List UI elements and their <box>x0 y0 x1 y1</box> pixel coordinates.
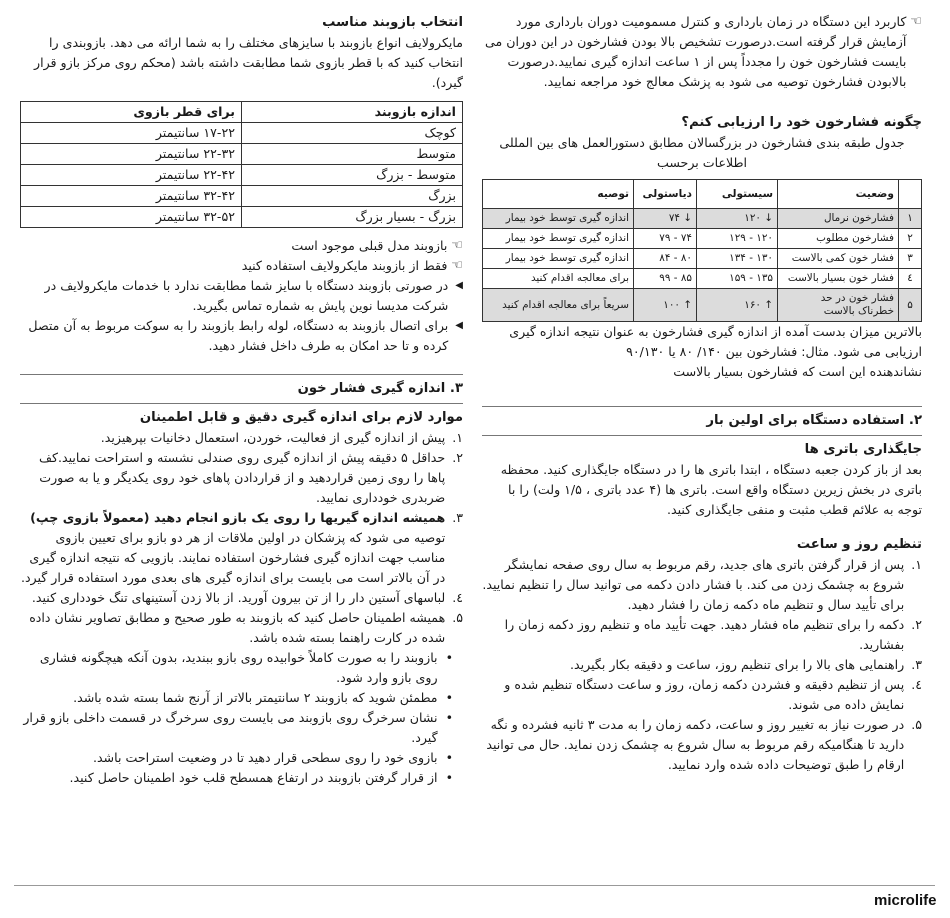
table-row <box>483 249 922 269</box>
table-cell: ↓ ۱۲۰ <box>697 209 778 229</box>
table-cell: ۳۲-۴۲ سانتیمتر <box>21 186 242 207</box>
pregnancy-note-text: کاربرد این دستگاه در زمان بارداری و کنترل مسمومیت دوران بارداری مورد آزمایش قرار گرفته است.درصورت تشخیص بالا بودن فشارخون در این دوران می بایست فشارخون خون را مجدداً پس از ۱ ساعت اندازه گیری نمایید.درصورت بالابودن فشارخون توصیه می شود به پزشک معالج خود مراجعه نمایید. <box>485 14 907 89</box>
table-cell: متوسط - بزرگ <box>242 165 463 186</box>
bullet-text: مطمئن شوید که بازوبند ۲ سانتیمتر بالاتر از آرنج شما بسته شده باشد. <box>73 690 438 705</box>
table-cell: ↑ ۱۰۰ <box>634 289 697 322</box>
cuff-note <box>20 256 463 276</box>
list-item <box>482 615 922 655</box>
brand-logo: microlife <box>874 892 937 909</box>
list-item <box>20 508 463 588</box>
table-row <box>483 229 922 249</box>
cuff-note-text: بازوبند مدل قبلی موجود است <box>291 238 448 253</box>
list-number: ۳. <box>452 510 463 525</box>
list-number: ٤. <box>911 677 922 692</box>
list-item-text: راهنمایی های بالا را برای تنظیم روز، ساعت و دقیقه بکار بگیرید. <box>570 657 905 672</box>
pointing-hand-icon: ☜ <box>451 238 463 253</box>
table-row <box>483 289 922 322</box>
table-row <box>21 186 463 207</box>
list-number: ۱. <box>452 430 463 445</box>
list-item <box>20 588 463 608</box>
table-cell: اندازه گیری توسط خود بیمار <box>483 229 634 249</box>
evaluate-bp-description: جدول طبقه بندی فشارخون در بزرگسالان مطابق دستورالعمل های بین المللی اطلاعات برحسب <box>499 135 905 170</box>
list-number: ۲. <box>452 450 463 465</box>
table-row <box>21 207 463 228</box>
battery-heading: جایگذاری باتری ها <box>804 442 922 457</box>
table-header-cell: سیستولی <box>697 180 778 209</box>
pregnancy-note <box>482 12 922 92</box>
table-header-cell: وضعیت <box>778 180 899 209</box>
cuff-bullets <box>20 648 463 788</box>
list-item <box>482 675 922 715</box>
list-item <box>482 715 922 775</box>
list-item-text: همیشه اطمینان حاصل کنید که بازوبند به طور صحیح و مطابق تصاویر نشان داده شده در کارت راهنما بسته شده باشد. <box>29 610 446 645</box>
table-cell: ۳۲-۵۲ سانتیمتر <box>21 207 242 228</box>
table-cell: بزرگ <box>242 186 463 207</box>
evaluate-bp-heading: چگونه فشارخون خود را ارزیابی کنم؟ <box>681 115 922 130</box>
table-cell: ۳ <box>899 249 922 269</box>
table-cell: ۱ <box>899 209 922 229</box>
cuff-note-text: فقط از بازوبند مایکرولایف استفاده کنید <box>241 258 448 273</box>
list-item <box>20 608 463 648</box>
table-cell: ۲ <box>899 229 922 249</box>
list-number: ۵. <box>911 717 922 732</box>
cuff-description: مایکرولایف انواع بازوبند با سایزهای مختلف را به شما ارائه می دهد. بازوبندی را انتخاب کنید که با قطر بازوی شما مطابقت داشته باشد (محکم روی مرکز بازو قرار گیرد). <box>33 35 463 90</box>
table-cell: بزرگ - بسیار بزرگ <box>242 207 463 228</box>
pointing-hand-icon: ☜ <box>910 14 922 29</box>
table-header-cell <box>899 180 922 209</box>
left-column <box>20 12 463 788</box>
table-cell: فشارخون مطلوب <box>778 229 899 249</box>
cuff-selection-heading: انتخاب بازوبند مناسب <box>322 15 463 30</box>
footer-divider <box>14 885 935 886</box>
battery-text: بعد از باز کردن جعبه دستگاه ، ابتدا باتری ها را در دستگاه جایگذاری کنید. محفظه باتری در بخش زیرین دستگاه واقع است. باتری ها (۴ عدد باتری ، ۱/۵ ولت) را با توجه به علائم قطب مثبت و منفی جایگذاری کنید. <box>500 462 922 517</box>
section-divider <box>482 406 922 407</box>
list-number: ۱. <box>911 557 922 572</box>
table-cell: کوچک <box>242 123 463 144</box>
list-item-bold-text: همیشه اندازه گیریها را روی یک بازو انجام دهید (معمولاً بازوی چپ) <box>30 510 446 525</box>
list-item-text: پیش از اندازه گیری از فعالیت، خوردن، استعمال دخانیات بپرهیزید. <box>100 430 446 445</box>
bullet-text: بازوی خود را روی سطحی قرار دهید تا در وضعیت استراحت باشد. <box>92 750 438 765</box>
list-item-text: دکمه را برای تنظیم ماه فشار دهید. جهت تأیید ماه و تنظیم روز دکمه زمان را بفشارید. <box>504 617 905 652</box>
table-cell: ۱۷-۲۲ سانتیمتر <box>21 123 242 144</box>
table-cell: ۵ <box>899 289 922 322</box>
bullet-dot-icon: • <box>445 710 453 725</box>
right-column <box>482 12 922 775</box>
result-paragraph: بالاترین میزان بدست آمده از اندازه گیری فشارخون به عنوان نتیجه اندازه گیری ارزیابی می شود. مثال: فشارخون بین ۱۴۰/ ۸۰ یا ۹۰/۱۳۰ <box>509 324 922 359</box>
table-row <box>483 269 922 289</box>
table-header-cell: برای قطر بازوی <box>21 102 242 123</box>
list-item <box>482 555 922 615</box>
list-number: ۵. <box>452 610 463 625</box>
table-header-row <box>483 180 922 209</box>
section-divider <box>482 435 922 436</box>
result-paragraph-2: نشاندهنده این است که فشارخون بسیار بالاست <box>673 364 922 379</box>
list-item-text: توصیه می شود که پزشکان در اولین ملاقات از هر دو بازو برای تعیین بازوی مناسب جهت اندازه گیری فشارخون استفاده نمایند. بازویی که نتیجه اندازه گیری در آن بالاتر است می بایست برای اندازه گیری های بعدی مورد استفاده قرار گیرد. <box>20 530 446 585</box>
table-header-cell: اندازه بازوبند <box>242 102 463 123</box>
section-divider <box>20 374 463 375</box>
table-cell: اندازه گیری توسط خود بیمار <box>483 249 634 269</box>
table-header-row <box>21 102 463 123</box>
table-cell: ٤ <box>899 269 922 289</box>
bullet-dot-icon: • <box>445 770 453 785</box>
list-item <box>20 428 463 448</box>
list-number: ۲. <box>911 617 922 632</box>
cuff-size-table <box>20 101 463 228</box>
list-item-text: پس از تنظیم دقیقه و فشردن دکمه زمان، روز و ساعت دستگاه تنظیم شده و نمایش داده می شوند. <box>504 677 905 712</box>
table-cell: ۱۳۵ - ۱۵۹ <box>697 269 778 289</box>
bullet-dot-icon: • <box>445 750 453 765</box>
table-row <box>21 144 463 165</box>
table-cell: ۱۳۰ - ۱۳۴ <box>697 249 778 269</box>
list-item <box>20 448 463 508</box>
section-divider <box>20 403 463 404</box>
datetime-heading: تنظیم روز و ساعت <box>796 537 922 552</box>
table-cell: برای معالجه اقدام کنید <box>483 269 634 289</box>
table-cell: ۲۲-۳۲ سانتیمتر <box>21 144 242 165</box>
table-cell: فشار خون در حد خطرناک بالاست <box>778 289 899 322</box>
table-cell: ۸۵ - ۹۹ <box>634 269 697 289</box>
bullet-item <box>20 688 453 708</box>
bullet-text: بازوبند را به صورت کاملاً خوابیده روی بازو ببندید، بدون آنکه هیچگونه فشاری روی بازو وارد شود. <box>39 650 438 685</box>
arrow-bullet-icon: ◀ <box>455 320 463 331</box>
bullet-text: نشان سرخرگ روی بازوبند می بایست روی سرخرگ در قسمت داخلی بازو قرار گیرد. <box>23 710 438 745</box>
list-number: ٤. <box>452 590 463 605</box>
table-cell: فشار خون کمی بالاست <box>778 249 899 269</box>
list-item <box>482 655 922 675</box>
list-item-text: در صورت نیاز به تغییر روز و ساعت، دکمه زمان را به مدت ۳ ثانیه فشرده و نگه دارید تا هنگامیکه رقم مربوط به سال شروع به چشمک زدن نماید. حال می توانید ارقام را طبق توضیحات داده شده وارد نمایید. <box>486 717 905 772</box>
list-item-text: حداقل ۵ دقیقه پیش از اندازه گیری روی صندلی نشسته و استراحت نمایید.کف پاها را روی زمین قراردهید و از قراردادن پاهای خود روی یکدیگر و یا به صورت ضربدری خودداری نمایید. <box>38 450 446 505</box>
bp-classification-table <box>482 179 922 322</box>
bullet-dot-icon: • <box>445 650 453 665</box>
table-cell: ↑ ۱۶۰ <box>697 289 778 322</box>
table-cell: ↓ ۷۴ <box>634 209 697 229</box>
table-cell: فشار خون بسیار بالاست <box>778 269 899 289</box>
table-cell: فشارخون نرمال <box>778 209 899 229</box>
table-cell: ۲۲-۴۲ سانتیمتر <box>21 165 242 186</box>
section-3-heading: ۳. اندازه گیری فشار خون <box>297 381 463 396</box>
cuff-note-text: برای اتصال بازوبند به دستگاه، لوله رابط بازوبند را به سوکت مربوط به آن متصل کرده و تا حد امکان به طرف داخل فشار دهید. <box>28 318 449 353</box>
list-item-text: پس از قرار گرفتن باتری های جدید، رقم مربوط به سال روی صفحه نمایشگر شروع به چشمک زدن می کند. با فشار دادن دکمه می توانید سال را تنظیم نمایید. برای تأیید سال و تنظیم ماه دکمه زمان را فشار دهید. <box>482 557 905 612</box>
bullet-item <box>20 648 453 688</box>
cuff-note <box>20 236 463 256</box>
cuff-note <box>20 316 463 356</box>
table-header-cell: دیاستولی <box>634 180 697 209</box>
bullet-dot-icon: • <box>445 690 453 705</box>
pointing-hand-icon: ☜ <box>451 258 463 273</box>
table-header-cell: توصیه <box>483 180 634 209</box>
requirements-heading: موارد لازم برای اندازه گیری دقیق و قابل اطمینان <box>139 410 463 425</box>
cuff-note <box>20 276 463 316</box>
table-row <box>21 123 463 144</box>
arrow-bullet-icon: ◀ <box>455 280 463 291</box>
table-row <box>483 209 922 229</box>
bullet-text: از قرار گرفتن بازوبند در ارتفاع همسطح قلب خود اطمینان حاصل کنید. <box>69 770 438 785</box>
table-cell: سریعاً برای معالجه اقدام کنید <box>483 289 634 322</box>
cuff-note-text: در صورتی بازوبند دستگاه با سایز شما مطابقت ندارد با خدمات مایکرولایف در شرکت مدیسا نوین پایش به شماره تماس بگیرید. <box>44 278 449 313</box>
table-cell: ۷۴ - ۷۹ <box>634 229 697 249</box>
bullet-item <box>20 748 453 768</box>
table-row <box>21 165 463 186</box>
table-cell: متوسط <box>242 144 463 165</box>
list-number: ۳. <box>911 657 922 672</box>
list-item-text: لباسهای آستین دار را از تن بیرون آورید. از بالا زدن آستینهای تنگ خودداری کنید. <box>31 590 446 605</box>
table-cell: ۸۰ - ۸۴ <box>634 249 697 269</box>
table-cell: ۱۲۰ - ۱۲۹ <box>697 229 778 249</box>
section-2-heading: ۲. استفاده دستگاه برای اولین بار <box>706 413 922 428</box>
bullet-item <box>20 768 453 788</box>
bullet-item <box>20 708 453 748</box>
table-cell: اندازه گیری توسط خود بیمار <box>483 209 634 229</box>
